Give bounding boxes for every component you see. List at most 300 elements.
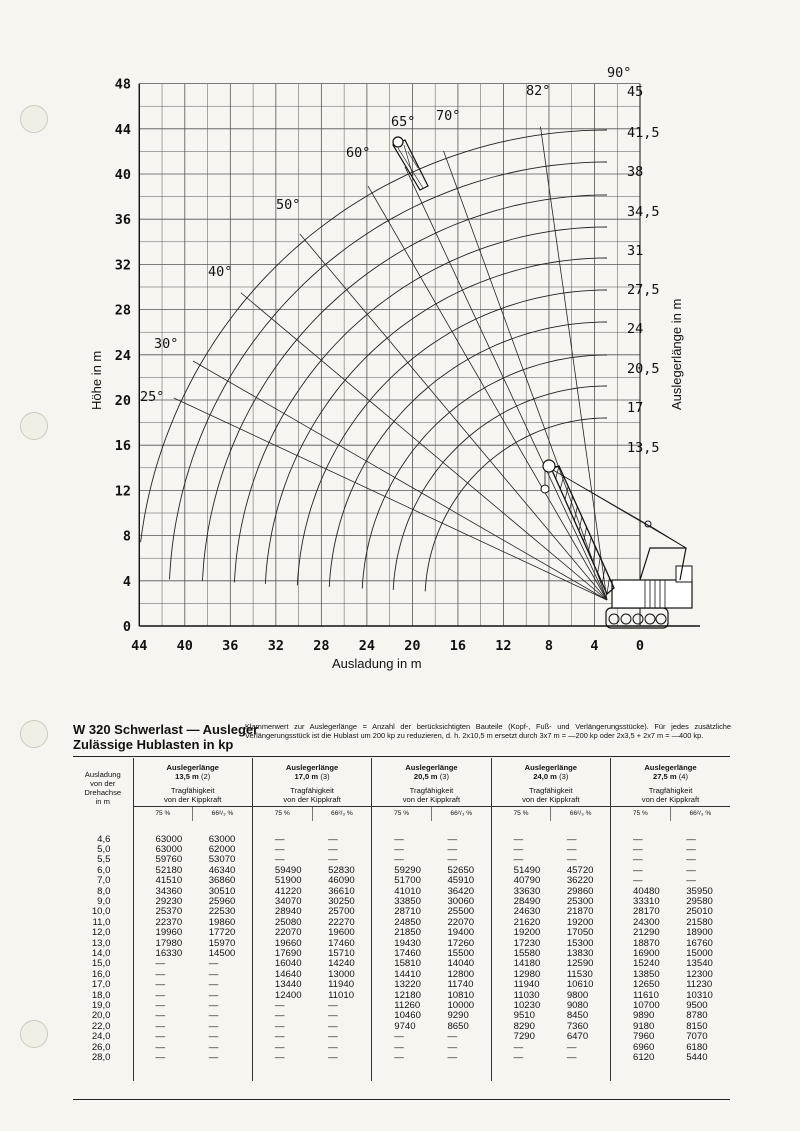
radius-cell: 20,0 — [91, 1010, 111, 1022]
capacity-cell: 9510 — [491, 1011, 551, 1021]
radius-cell: 5,0 — [97, 843, 111, 855]
capacity-cell: 11530 — [566, 968, 593, 980]
boom-length-label: 17 — [627, 400, 644, 416]
capacity-cell: — — [566, 1041, 577, 1053]
capacity-cell: 28710 — [372, 907, 432, 917]
capacity-cell: — — [611, 855, 671, 865]
boom-group-title: Auslegerlänge — [166, 763, 219, 772]
capacity-cell: 11610 — [611, 991, 671, 1001]
capacity-cell: 22370 — [133, 918, 193, 928]
boom-parts-count: (3) — [439, 772, 449, 781]
x-tick-label: 20 — [404, 638, 421, 654]
capacity-cell: — — [133, 1022, 193, 1032]
capacity-cell: 7960 — [611, 1032, 671, 1042]
capacity-cell: — — [491, 1043, 551, 1053]
x-tick-label: 32 — [267, 638, 284, 654]
boom-length-label: 38 — [627, 164, 644, 180]
x-tick-label: 28 — [313, 638, 330, 654]
capacity-cell: 7360 — [566, 1020, 589, 1032]
boom-length-label: 27,5 — [627, 282, 660, 298]
y-tick-label: 36 — [114, 212, 131, 229]
capacity-cell: 19960 — [133, 928, 193, 938]
capacity-cell: 22270 — [328, 916, 355, 928]
radius-cell: 14,0 — [91, 947, 111, 959]
capacity-cell: — — [252, 821, 312, 845]
capacity-cell: — — [252, 845, 312, 855]
percent-75-label: 75 % — [133, 806, 193, 821]
capacity-cell: — — [611, 821, 671, 845]
boom-parts-count: (3) — [320, 772, 330, 781]
boom-length-arcs — [141, 130, 607, 591]
table-row — [73, 1053, 730, 1081]
capacity-cell: 34070 — [252, 897, 312, 907]
capacity-cell: 13540 — [686, 958, 713, 970]
capacity-cell: 51490 — [491, 866, 551, 876]
capacity-cell: 17230 — [491, 939, 551, 949]
capacity-label-line2: von der Kippkraft — [641, 795, 700, 804]
capacity-cell: 14180 — [491, 959, 551, 969]
capacity-cell: 36420 — [447, 885, 475, 897]
capacity-cell: — — [133, 1032, 193, 1042]
table-row — [73, 821, 730, 845]
capacity-cell: 51700 — [372, 876, 432, 886]
boom-length-label: 20,5 — [627, 361, 660, 377]
capacity-cell: 59760 — [133, 855, 193, 865]
capacity-cell: 36860 — [208, 875, 236, 887]
capacity-cell: — — [208, 989, 219, 1001]
capacity-cell: 15580 — [491, 949, 551, 959]
x-tick-label: 44 — [131, 638, 148, 654]
capacity-cell: 52180 — [133, 866, 193, 876]
table-row — [73, 928, 730, 938]
y-tick-label: 20 — [114, 393, 131, 409]
capacity-cell: 33850 — [372, 897, 432, 907]
capacity-cell: 11940 — [491, 980, 551, 990]
radius-cell: 26,0 — [91, 1041, 111, 1053]
diagram-grid — [139, 84, 700, 626]
capacity-cell: 19430 — [372, 939, 432, 949]
capacity-cell: — — [208, 1052, 219, 1064]
capacity-cell: 11740 — [447, 979, 474, 991]
y-tick-label: 28 — [114, 302, 131, 319]
table-title — [73, 722, 259, 752]
capacity-cell: 52830 — [328, 864, 355, 876]
x-tick-label: 24 — [358, 638, 376, 654]
capacity-cell: 41510 — [133, 876, 193, 886]
radius-cell: 4,6 — [97, 833, 111, 845]
capacity-cell: 19600 — [328, 927, 355, 939]
capacity-cell: 12180 — [372, 991, 432, 1001]
capacity-cell: 59490 — [252, 866, 312, 876]
capacity-cell: 11010 — [328, 989, 355, 1001]
capacity-cell: 12590 — [566, 958, 594, 970]
capacity-cell: 13850 — [611, 970, 671, 980]
x-tick-label: 16 — [449, 638, 467, 654]
x-axis-ticks — [131, 638, 644, 654]
capacity-cell: — — [133, 1001, 193, 1011]
capacity-cell: 21850 — [372, 928, 432, 938]
capacity-cell: 11230 — [686, 979, 713, 991]
capacity-cell: — — [566, 1052, 577, 1064]
capacity-cell: 9800 — [566, 989, 589, 1001]
capacity-cell: — — [133, 991, 193, 1001]
capacity-cell: 9180 — [611, 1022, 671, 1032]
boom-group-title: Auslegerlänge — [524, 763, 577, 772]
boom-angle-label: 40° — [208, 264, 233, 280]
capacity-cell: 17460 — [372, 949, 432, 959]
capacity-cell: 8150 — [686, 1020, 708, 1032]
percent-66-label: 66²/₃ % — [431, 806, 491, 821]
capacity-cell: — — [328, 1020, 338, 1032]
boom-group-header — [491, 758, 610, 806]
capacity-cell: — — [252, 1011, 312, 1021]
capacity-cell: 17720 — [208, 927, 236, 939]
capacity-cell: 5440 — [686, 1052, 708, 1064]
capacity-cell: 10310 — [686, 989, 713, 1001]
boom-parts-count: (3) — [559, 772, 569, 781]
boom-angle-labels — [140, 65, 631, 405]
capacity-label-line1: Tragfähigkeit — [529, 786, 573, 795]
capacity-cell: — — [447, 833, 458, 845]
capacity-cell: 19200 — [491, 928, 551, 938]
y-tick-label: 44 — [114, 121, 131, 138]
capacity-cell: 7290 — [491, 1032, 551, 1042]
capacity-cell: 6120 — [611, 1053, 671, 1081]
capacity-cell: 25080 — [252, 918, 312, 928]
percent-75-label: 75 % — [611, 806, 671, 821]
punch-hole-4 — [20, 1020, 48, 1048]
capacity-cell: 17050 — [566, 927, 594, 939]
capacity-cell: 10460 — [372, 1011, 432, 1021]
table-bottom-rule — [73, 1099, 730, 1100]
capacity-cell: 63000 — [133, 821, 193, 845]
capacity-cell: — — [252, 1043, 312, 1053]
boom-group-header — [611, 758, 731, 806]
table-body — [73, 821, 730, 1082]
capacity-cell: 62000 — [208, 843, 236, 855]
capacity-cell: 17980 — [133, 939, 193, 949]
boom-length-label: 24 — [627, 321, 644, 337]
boom-angle-label: 25° — [140, 389, 165, 405]
table-row — [73, 876, 730, 886]
capacity-cell: — — [328, 1052, 338, 1064]
boom-parts-count: (4) — [678, 772, 689, 781]
capacity-cell: — — [328, 1010, 338, 1022]
capacity-cell: 10230 — [491, 1001, 551, 1011]
capacity-cell: 18900 — [686, 927, 713, 939]
capacity-cell: — — [252, 1001, 312, 1011]
y-axis-title: Höhe in m — [89, 350, 104, 410]
capacity-cell: 25700 — [328, 906, 355, 918]
capacity-cell: 13000 — [328, 968, 355, 980]
capacity-cell: 29580 — [686, 895, 713, 907]
capacity-cell: 15500 — [447, 947, 475, 959]
capacity-cell: — — [447, 843, 458, 855]
boom-angle-label: 60° — [346, 145, 371, 161]
boom-group-title: Auslegerlänge — [644, 763, 697, 772]
y-tick-label: 16 — [114, 438, 131, 455]
radius-cell: 6,0 — [97, 864, 111, 876]
radius-cell: 12,0 — [91, 927, 111, 939]
percent-66-label: 66²/₃ % — [551, 806, 611, 821]
boom-group-header — [133, 758, 252, 806]
capacity-cell: — — [252, 1032, 312, 1042]
capacity-cell: 6470 — [566, 1031, 589, 1043]
table-title-line2: Zulässige Hublasten in kp — [73, 737, 234, 752]
capacity-cell: — — [208, 958, 219, 970]
y-axis-ticks — [115, 77, 131, 635]
capacity-cell: 8290 — [491, 1022, 551, 1032]
capacity-cell: — — [208, 1031, 219, 1043]
capacity-cell: 21290 — [611, 928, 671, 938]
capacity-cell: 22530 — [208, 906, 236, 918]
boom-length-value: 17,0 m — [294, 772, 319, 781]
radius-cell: 5,5 — [97, 854, 111, 866]
capacity-cell: — — [447, 1041, 458, 1053]
capacity-cell: — — [491, 1053, 551, 1081]
capacity-cell: 40480 — [611, 887, 671, 897]
capacity-cell: — — [372, 821, 432, 845]
capacity-cell: 19660 — [252, 939, 312, 949]
capacity-cell: — — [566, 854, 577, 866]
capacity-cell: — — [447, 854, 458, 866]
boom-angle-label: 65° — [391, 114, 416, 130]
capacity-label-line2: von der Kippkraft — [283, 795, 341, 804]
capacity-label-line2: von der Kippkraft — [402, 795, 461, 804]
capacity-cell: — — [611, 845, 671, 855]
capacity-cell: 35950 — [686, 885, 713, 897]
capacity-cell: — — [133, 980, 193, 990]
capacity-cell: 25300 — [566, 895, 594, 907]
capacity-cell: 9740 — [372, 1022, 432, 1032]
y-tick-label: 12 — [114, 483, 131, 500]
capacity-cell: — — [133, 959, 193, 969]
capacity-cell: 9500 — [686, 1000, 708, 1011]
lifting-capacity-table — [73, 758, 730, 1081]
radius-cell: 7,0 — [97, 875, 111, 887]
percent-66-label: 66²/₃ % — [312, 806, 372, 821]
capacity-cell: — — [208, 968, 219, 980]
radius-cell: 24,0 — [91, 1031, 111, 1043]
radius-header-line4: in m — [95, 797, 110, 806]
boom-length-value: 20,5 m — [413, 772, 438, 781]
boom-length-value: 24,0 m — [533, 772, 557, 781]
capacity-cell: 22070 — [252, 928, 312, 938]
radius-header-line3: Drehachse — [84, 788, 122, 797]
capacity-cell: 9890 — [611, 1011, 671, 1021]
capacity-label-line1: Tragfähigkeit — [648, 786, 693, 795]
capacity-cell: — — [133, 1053, 193, 1081]
capacity-cell: — — [328, 843, 338, 855]
capacity-label-line2: von der Kippkraft — [522, 795, 580, 804]
x-tick-label: 0 — [635, 638, 645, 654]
y-tick-label: 4 — [122, 573, 131, 590]
capacity-cell: 19860 — [208, 916, 236, 928]
boom-length-value: 27,5 m — [652, 772, 677, 781]
capacity-cell: 14240 — [328, 958, 355, 970]
boom-angle-label: 30° — [154, 336, 179, 352]
percent-66-label: 66²/₃ % — [670, 806, 730, 821]
table-footnote: Klammerwert zur Auslegerlänge = Anzahl der berücksichtigten Bauteile (Kopf-, Fuß- und Verlängerungsstücke). Für jedes zusätzliche Verlängerungsstück ist die Hublast um 200 kp zu reduzieren, d. h. 2x10,5 m ersetzt durch 3x7 m = —200 kp oder 2x3,5 + 2x7 m = —400 kp. — [245, 722, 731, 740]
capacity-cell: 19200 — [566, 916, 594, 928]
capacity-cell: 10700 — [611, 1001, 671, 1011]
capacity-cell: — — [328, 1031, 338, 1043]
capacity-cell: 8650 — [447, 1020, 469, 1032]
capacity-cell: — — [252, 1053, 312, 1081]
capacity-cell: 59290 — [372, 866, 432, 876]
capacity-cell: 21580 — [686, 916, 713, 928]
capacity-cell: 16900 — [611, 949, 671, 959]
boom-group-title: Auslegerlänge — [285, 763, 339, 772]
capacity-cell: — — [686, 864, 696, 876]
x-tick-label: 40 — [176, 638, 193, 654]
boom-angle-label: 90° — [607, 65, 632, 81]
capacity-cell: 28490 — [491, 897, 551, 907]
boom-length-value: 13,5 m — [175, 772, 199, 781]
table-title-line1: W 320 Schwerlast — Ausleger — [73, 722, 259, 737]
boom-group-title: Auslegerlänge — [405, 763, 458, 772]
capacity-cell: 6960 — [611, 1043, 671, 1053]
capacity-cell: — — [447, 1052, 458, 1064]
capacity-cell: 13440 — [252, 980, 312, 990]
capacity-cell: 25370 — [133, 907, 193, 917]
capacity-cell: 45910 — [447, 875, 475, 887]
capacity-cell: — — [686, 854, 696, 866]
capacity-cell: 45720 — [566, 864, 594, 876]
capacity-cell: — — [611, 866, 671, 876]
y-tick-label: 8 — [122, 528, 131, 545]
capacity-cell: 25010 — [686, 906, 713, 918]
capacity-cell: 29230 — [133, 897, 193, 907]
boom-length-label: 34,5 — [627, 204, 660, 220]
radius-cell: 16,0 — [91, 968, 111, 980]
radius-cell: 9,0 — [97, 895, 111, 907]
capacity-cell: 15810 — [372, 959, 432, 969]
capacity-cell: — — [372, 1053, 432, 1081]
capacity-cell: 14410 — [372, 970, 432, 980]
capacity-cell: — — [491, 821, 551, 845]
capacity-cell: — — [372, 855, 432, 865]
capacity-cell: — — [133, 1011, 193, 1021]
percent-75-label: 75 % — [252, 806, 312, 821]
table-header-row — [73, 758, 730, 806]
boom-length-axis-title: Auslegerlänge in m — [669, 298, 684, 410]
capacity-cell: 30250 — [328, 895, 355, 907]
boom-group-header — [252, 758, 371, 806]
capacity-cell: 9290 — [447, 1010, 469, 1022]
punch-hole-3 — [20, 720, 48, 748]
boom-length-labels — [627, 84, 660, 456]
capacity-cell: 63000 — [133, 845, 193, 855]
percent-75-label: 75 % — [491, 806, 551, 821]
capacity-cell: — — [328, 1000, 338, 1011]
capacity-cell: 10810 — [447, 989, 475, 1001]
capacity-cell: — — [328, 854, 338, 866]
capacity-cell: 8780 — [686, 1010, 708, 1022]
y-tick-label: 40 — [114, 167, 131, 183]
capacity-cell: 36220 — [566, 875, 594, 887]
boom-angle-label: 82° — [526, 83, 551, 99]
y-tick-label: 24 — [114, 347, 131, 364]
boom-angle-label: 70° — [436, 108, 461, 124]
percent-75-label: 75 % — [372, 806, 432, 821]
capacity-cell: 10000 — [447, 1000, 475, 1011]
capacity-cell: 17260 — [447, 937, 475, 949]
capacity-cell: 29860 — [566, 885, 594, 897]
capacity-cell: 46090 — [328, 875, 355, 887]
boom-length-label: 13,5 — [627, 440, 660, 456]
radius-cell: 17,0 — [91, 979, 111, 991]
capacity-cell: 15000 — [686, 947, 713, 959]
radius-cell: 8,0 — [97, 885, 111, 897]
x-axis-title: Ausladung in m — [332, 656, 422, 671]
capacity-cell: — — [686, 833, 696, 845]
radius-cell: 15,0 — [91, 958, 111, 970]
capacity-cell: 17690 — [252, 949, 312, 959]
capacity-cell: — — [611, 876, 671, 886]
y-tick-label: 32 — [114, 257, 131, 274]
capacity-cell: 21870 — [566, 906, 594, 918]
capacity-cell: 24850 — [372, 918, 432, 928]
x-tick-label: 4 — [590, 638, 599, 654]
capacity-cell: 12980 — [491, 970, 551, 980]
capacity-cell: 11260 — [372, 1001, 432, 1011]
capacity-cell: 24300 — [611, 918, 671, 928]
capacity-cell: — — [133, 970, 193, 980]
boom-length-label: 31 — [627, 243, 644, 259]
capacity-cell: 15300 — [566, 937, 594, 949]
y-tick-label: 48 — [114, 76, 131, 93]
capacity-cell: 12650 — [611, 980, 671, 990]
capacity-cell: 63000 — [208, 833, 236, 845]
capacity-cell: — — [491, 845, 551, 855]
capacity-cell: 14500 — [208, 947, 236, 959]
capacity-label-line1: Tragfähigkeit — [409, 786, 454, 795]
capacity-label-line1: Tragfähigkeit — [170, 786, 215, 795]
capacity-cell: — — [686, 875, 696, 887]
capacity-cell: 19400 — [447, 927, 475, 939]
capacity-cell: — — [208, 1041, 219, 1053]
y-tick-label: 0 — [122, 619, 131, 635]
capacity-cell: 21620 — [491, 918, 551, 928]
capacity-cell: — — [328, 1041, 338, 1053]
capacity-cell: 41220 — [252, 887, 312, 897]
capacity-cell: — — [372, 1032, 432, 1042]
capacity-cell: 33630 — [491, 887, 551, 897]
radius-cell: 19,0 — [91, 1000, 111, 1011]
capacity-cell: 16040 — [252, 959, 312, 969]
capacity-cell: 18870 — [611, 939, 671, 949]
x-tick-label: 12 — [495, 638, 512, 654]
capacity-cell: 33310 — [611, 897, 671, 907]
capacity-cell: 12800 — [447, 968, 475, 980]
capacity-cell: — — [447, 1031, 458, 1043]
capacity-cell: 22070 — [447, 916, 475, 928]
capacity-cell: 11940 — [328, 979, 355, 991]
capacity-cell: 14040 — [447, 958, 475, 970]
capacity-cell: 52650 — [447, 864, 475, 876]
radius-cell: 18,0 — [91, 989, 111, 1001]
capacity-cell: — — [208, 979, 219, 991]
capacity-cell: 6180 — [686, 1041, 708, 1053]
capacity-cell: 9080 — [566, 1000, 589, 1011]
capacity-cell: 15710 — [328, 947, 355, 959]
capacity-cell: 36610 — [328, 885, 355, 897]
capacity-cell: 40790 — [491, 876, 551, 886]
capacity-cell: — — [372, 845, 432, 855]
capacity-cell: 30060 — [447, 895, 475, 907]
capacity-cell: — — [133, 1043, 193, 1053]
